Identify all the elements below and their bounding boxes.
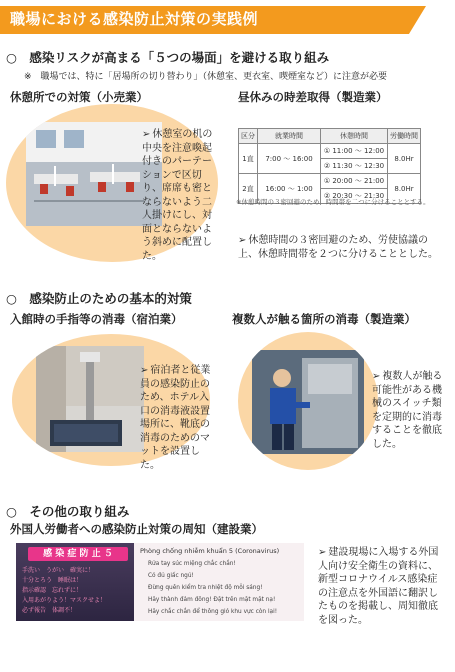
table-cell: 2直 <box>239 174 258 204</box>
table-cell: 8.0Hr <box>388 174 421 204</box>
poster-vietnamese-side <box>134 543 304 621</box>
poster-right-line: Rửa tay súc miệng chắc chắn! <box>148 561 236 567</box>
section1-left-subheading: 休憩所での対策（小売業） <box>10 90 148 104</box>
section2-left-subheading: 入館時の手指等の消毒（宿泊業） <box>10 312 183 326</box>
entrance-photo <box>36 346 144 452</box>
table-cell: 8.0Hr <box>388 144 421 174</box>
shift-table <box>238 128 421 204</box>
section3-bullet: ➢ 建設現場に入場する外国人向け安全衛生の資料に、新型コロナウイルス感染症の注意点を外国語に翻訳したものを掲載し、周知徹底を図った。 <box>318 547 439 626</box>
table-cell: ① 20:00 〜 21:00 <box>321 174 388 189</box>
poster-right-title: Phòng chống nhiễm khuẩn 5 (Coronavirus) <box>140 547 280 555</box>
section1-right-bullet: ➢ 休憩時間の３密回避のため、労使協議の上、休憩時間帯を２つに分けることとした。 <box>238 235 438 260</box>
page-title: 職場における感染防止対策の実践例 <box>10 10 259 28</box>
poster-left-line: 入用あがりよう！マスクせよ！ <box>22 597 107 603</box>
table-header: 区分 <box>239 129 258 144</box>
foreign-worker-poster <box>16 543 304 621</box>
section1-note: ※ 職場では、特に「居場所の切り替わり」（休憩室、更衣室、喫煙室など）に注意が必要 <box>24 72 388 82</box>
arrow-icon: ➢ <box>372 371 381 382</box>
section2-right-subheading: 複数人が触る箇所の消毒（製造業） <box>232 312 416 326</box>
arrow-icon: ➢ <box>238 235 247 246</box>
section1-left-bullet: ➢ 休憩室の机の中央を注意喚起付きのパーテーションで区切り、席席も密とならないよう二人掛けにし、対面とならないよう斜めに配置した。 <box>142 129 213 262</box>
poster-right-line: Đừng quên kiểm tra nhiệt độ mỗi sáng! <box>148 585 263 591</box>
poster-left-line: 十分とろう 睡眠は！ <box>22 577 83 583</box>
poster-right-line: Hãy chắc chắn để thông gió khu vực còn lại! <box>148 609 278 615</box>
arrow-icon: ➢ <box>318 547 327 558</box>
poster-right-line: Có đủ giấc ngủ! <box>148 573 194 579</box>
factory-photo <box>252 350 364 454</box>
table-cell: 7:00 〜 16:00 <box>258 144 321 174</box>
section2-right-bullet: ➢ 複数人が触る可能性がある機械のスイッチ類を定期的に消毒することを徹底した。 <box>372 371 443 450</box>
table-cell: 1直 <box>239 144 258 174</box>
factory-photo-frame <box>238 332 381 470</box>
section2-heading: ○ 感染防止のための基本的対策 <box>6 291 192 306</box>
table-cell: 16:00 〜 1:00 <box>258 174 321 204</box>
section2-left-bullet: ➢ 宿泊者と従業員の感染防止のため、ホテル入口の消毒液設置場所に、靴底の消毒のためのマットを設置した。 <box>140 365 211 471</box>
poster-left-line: 手洗い うがい 確実に！ <box>22 567 95 573</box>
table-cell: ② 11:30 〜 12:30 <box>321 159 388 174</box>
poster-left-line: 必ず報告 体調不！ <box>22 607 77 613</box>
poster-japanese-side <box>16 543 134 621</box>
section3-subheading: 外国人労働者への感染防止対策の周知（建設業） <box>10 522 263 536</box>
table-header: 労働時間 <box>388 129 421 144</box>
table-header: 就業時間 <box>258 129 321 144</box>
poster-left-title: 感 染 症 防 止 ５ <box>28 547 128 561</box>
table-note: ※休憩時間の３密回避のため、時間帯を二つに分けることとする。 <box>236 198 430 206</box>
poster-right-line: Hãy thành đảm đông! Đặt trên mặt mặt nạ! <box>148 597 276 603</box>
arrow-icon: ➢ <box>140 365 149 376</box>
table-cell: ② 20:30 〜 21:30 <box>321 189 388 204</box>
section3-heading: ○ その他の取り組み <box>6 504 130 519</box>
section1-heading: ○ 感染リスクが高まる「５つの場面」を避ける取り組み <box>6 50 330 65</box>
poster-left-line: 指示確認 忘れずに！ <box>22 587 83 593</box>
table-header: 休憩時間 <box>321 129 388 144</box>
arrow-icon: ➢ <box>142 129 151 140</box>
table-cell: ① 11:00 〜 12:00 <box>321 144 388 159</box>
section1-right-subheading: 昼休みの時差取得（製造業） <box>238 90 388 104</box>
